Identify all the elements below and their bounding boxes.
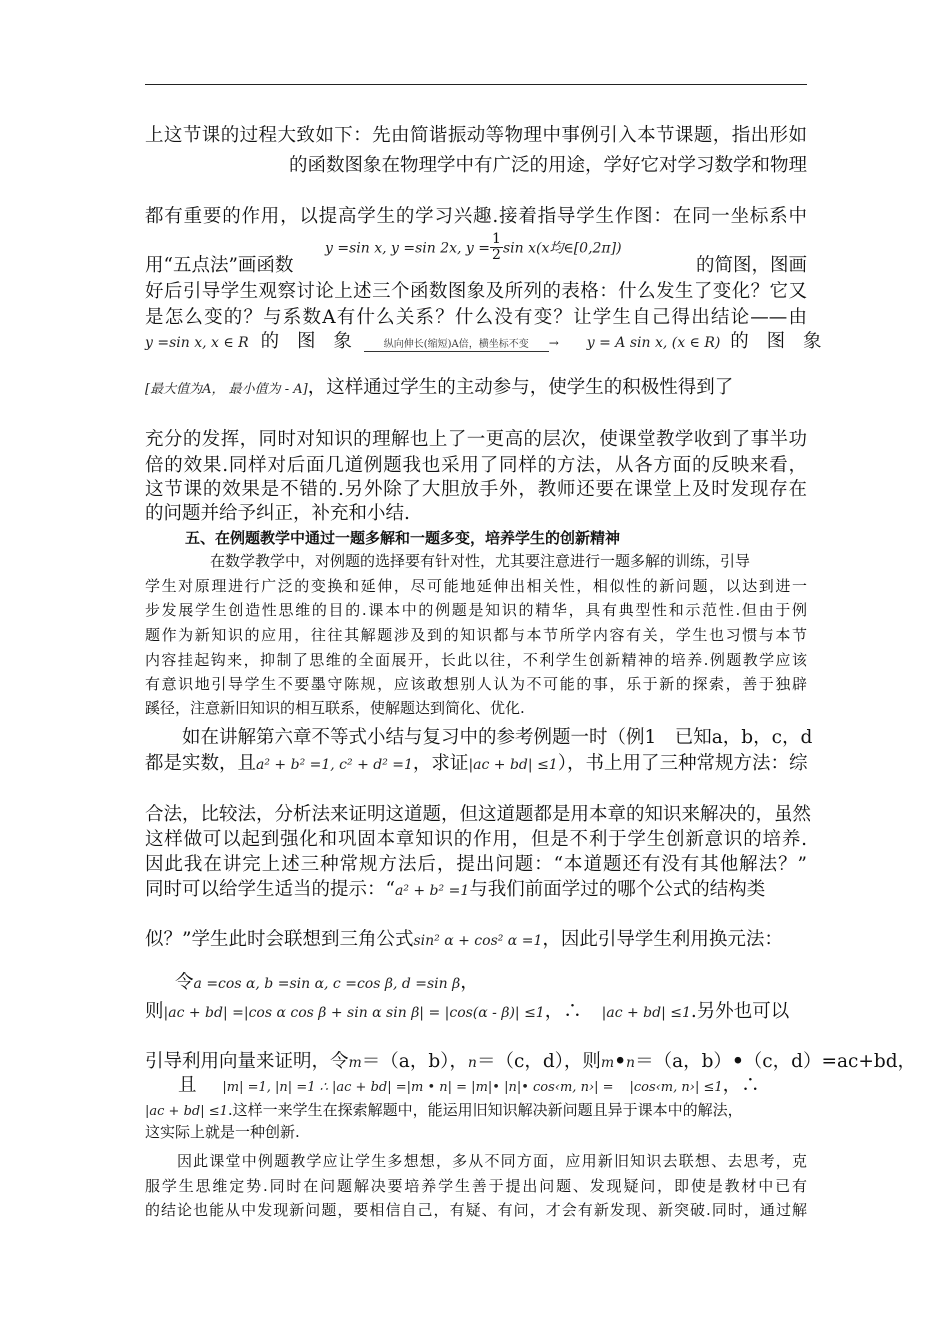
- formula-transform: y =sin x, x ∈ R 的 图 象 纵向伸长(缩短)A倍，横坐标不变 → y = A sin x, (x ∈ R) 的 图 象: [145, 331, 828, 352]
- paragraph-line: 都是实数，且a² + b² =1, c² + d² =1，求证|ac + bd| ≤1），书上用了三种常规方法：综: [145, 753, 808, 774]
- paragraph-line: 学生对原理进行广泛的变换和延伸，尽可能地延伸出相关性，相似性的新问题，以达到进一: [145, 577, 807, 595]
- paragraph-line: 蹊径，注意新旧知识的相互联系，使解题达到简化、优化.: [145, 699, 525, 717]
- paragraph-line: 都有重要的作用，以提高学生的学习兴趣.接着指导学生作图：在同一坐标系中: [145, 206, 807, 227]
- paragraph-line: 好后引导学生观察讨论上述三个函数图象及所列的表格：什么发生了变化？它又: [145, 281, 807, 302]
- paragraph-line: [最大值为A， 最小值为 - A]，这样通过学生的主动参与，使学生的积极性得到了: [145, 377, 734, 398]
- paragraph-line: 这节课的效果是不错的.另外除了大胆放手外，教师还要在课堂上及时发现存在: [145, 479, 807, 500]
- paragraph-line: |ac + bd| ≤1.这样一来学生在探索解题中，能运用旧知识解决新问题且异于课本中的解法，: [145, 1101, 743, 1119]
- transform-arrow: 纵向伸长(缩短)A倍，横坐标不变: [364, 339, 549, 352]
- paragraph-line: 同时可以给学生适当的提示：“a² + b² =1与我们前面学过的哪个公式的结构类: [145, 879, 766, 900]
- paragraph-line: 合法，比较法，分析法来证明这道题，但这道题都是用本章的知识来解决的，虽然: [145, 804, 812, 825]
- paragraph-line: 这实际上就是一种创新.: [145, 1123, 300, 1141]
- substitution-line: 令a =cos α, b =sin α, c =cos β, d =sin β，: [175, 972, 479, 993]
- paragraph-line: 上这节课的过程大致如下：先由简谐振动等物理中事例引入本节课题，指出形如: [145, 125, 807, 146]
- paragraph-line: 步发展学生创造性思维的目的.课本中的例题是知识的精华，具有典型性和示范性.但由于例: [145, 601, 807, 619]
- formula-functions: y =sin x, y =sin 2x, y = $\frac{1}{2}$ sin x(x均∈[0,2π]): [325, 231, 622, 263]
- paragraph-line: 这样做可以起到强化和巩固本章知识的作用，但是不利于学生创新意识的培养.: [145, 829, 807, 850]
- paragraph-line: 有意识地引导学生不要墨守陈规，应该敢想别人认为不可能的事，乐于新的探索，善于独辟: [145, 675, 807, 693]
- paragraph-line: 的简图，图画: [695, 255, 807, 276]
- paragraph-line: 内容挂起钩来，抑制了思维的全面展开，长此以往，不利学生创新精神的培养.例题教学应该: [145, 651, 807, 669]
- paragraph-line: 因此课堂中例题教学应让学生多想想，多从不同方面，应用新旧知识去联想、去思考，克: [177, 1152, 807, 1170]
- paragraph-line: 的函数图象在物理学中有广泛的用途，学好它对学习数学和物理: [288, 155, 807, 176]
- paragraph-line: 在数学教学中，对例题的选择要有针对性，尤其要注意进行一题多解的训练，引导: [210, 552, 751, 570]
- paragraph-line: 用“五点法”画函数: [145, 255, 294, 276]
- section-heading: 五、在例题教学中通过一题多解和一题多变，培养学生的创新精神: [185, 529, 621, 547]
- paragraph-line: 是怎么变的？与系数A有什么关系？什么没有变？让学生自己得出结论——由: [145, 307, 807, 328]
- paragraph-line: 似？”学生此时会联想到三角公式sin² α + cos² α =1，因此引导学生利用换元法：: [145, 929, 783, 950]
- paragraph-line: 服学生思维定势.同时在问题解决要培养学生善于提出问题、发现疑问，即使是教材中已有: [145, 1177, 807, 1195]
- paragraph-line: 充分的发挥，同时对知识的理解也上了一更高的层次，使课堂教学收到了事半功: [145, 429, 807, 450]
- paragraph-line: 因此我在讲完上述三种常规方法后，提出问题：“本道题还有没有其他解法？”: [145, 854, 807, 875]
- paragraph-line: 倍的效果.同样对后面几道例题我也采用了同样的方法，从各方面的反映来看，: [145, 455, 807, 476]
- paragraph-line: 引导利用向量来证明，令m＝（a，b），n＝（c，d），则m•n＝（a，b）•（c，d）=ac+bd，: [145, 1051, 917, 1072]
- vector-line: 且 |m| =1, |n| =1 ∴ |ac + bd| =|m • n| = |m|• |n|• cos‹m, n›| = |cos‹m, n›| ≤1，∴: [178, 1075, 760, 1096]
- paragraph-line: 则|ac + bd| =|cos α cos β + sin α sin β| = |cos(α - β)| ≤1，∴ |ac + bd| ≤1.另外也可以: [145, 1001, 790, 1022]
- paragraph-line: 题作为新知识的应用，往往其解题涉及到的知识都与本节所学内容有关，学生也习惯与本节: [145, 626, 807, 644]
- paragraph-line: 的问题并给予纠正，补充和小结.: [145, 503, 410, 524]
- paragraph-line: 的结论也能从中发现新问题，要相信自己，有疑、有问，才会有新发现、新突破.同时，通过解: [145, 1201, 807, 1219]
- header-rule: [145, 84, 807, 85]
- paragraph-line: 如在讲解第六章不等式小结与复习中的参考例题一时（例1 已知a，b，c，d: [182, 727, 813, 748]
